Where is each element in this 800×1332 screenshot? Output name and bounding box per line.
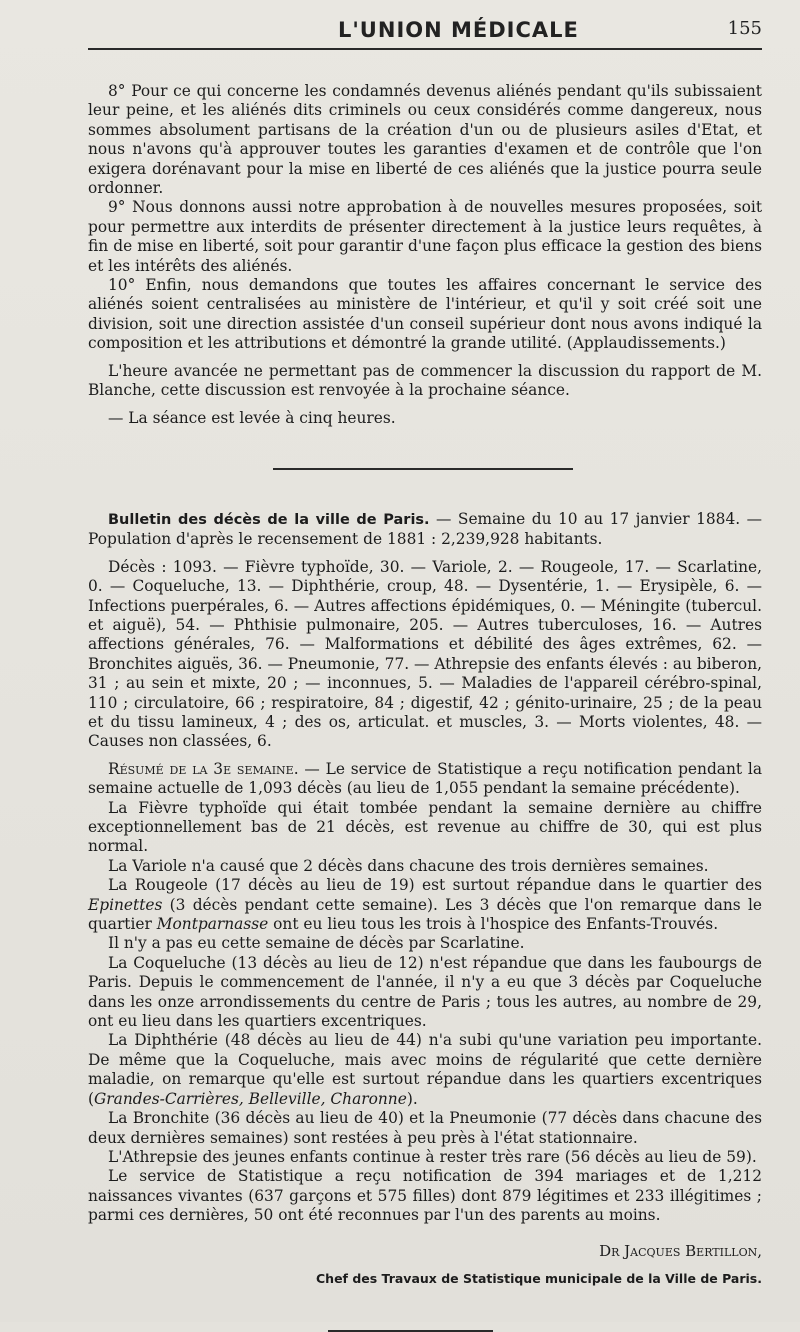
resume-paragraph [88, 760, 762, 799]
paragraph: 8° Pour ce qui concerne les condamnés devenus aliénés pendant qu'ils subissaient leur peine, et les aliénés dits criminels ou ceux considérés comme dangereux, nous sommes absolument partisans de la création d'un ou de plusieurs asiles d'Etat, et nous n'avons qu'à approuver toutes les garanties d'examen et de contrôle que l'on exigera dorénavant pour la mise en liberté de ces aliénés que la justice pourra seule ordonner. [88, 82, 762, 198]
signature-name: Dr Jacques Bertillon, [599, 1241, 762, 1260]
paragraph: 9° Nous donnons aussi notre approbation à de nouvelles mesures proposées, soit pour permettre aux interdits de présenter directement à la justice leurs requêtes, à fin de mise en liberté, soit pour garantir d'une façon plus efficace la gestion des biens et les intérêts des aliénés. [88, 198, 762, 275]
paragraph-coqueluche: La Coqueluche (13 décès au lieu de 12) n'est répandue que dans les faubourgs de Paris. Depuis le commencement de l'année, il n'y a eu que 3 décès par Coqueluche dans les onze arrondissements du centre de Paris ; tous les autres, au nombre de 29, ont eu lieu dans les quartiers excentriques. [88, 953, 762, 1031]
bulletin-intro [88, 510, 762, 550]
paragraph-rougeole [88, 876, 762, 934]
paragraph: 10° Enfin, nous demandons que toutes les affaires concernant le service des aliénés soient centralisées au ministère de l'intérieur, et qu'il y soit créé soit une division, soit une direction assistée d'un conseil supérieur dont nous avons indiqué la composition et les attributions et démontré la grande utilité. (Applaudissements.) [88, 276, 762, 353]
paragraph: L'heure avancée ne permettant pas de commencer la discussion du rapport de M. Blanche, cette discussion est renvoyée à la prochaine séance. [88, 361, 762, 400]
paragraph-naissances: Le service de Statistique a reçu notification de 394 mariages et de 1,212 naissances vivantes (637 garçons et 575 filles) dont 879 légitimes et 233 illégitimes ; parmi ces dernières, 50 ont été reconnues par l'un des parents au moins. [88, 1167, 762, 1225]
text-run: La Diphthérie (48 décès au lieu de 44) n'a subi qu'une variation peu importante. De même que la Coqueluche, mais avec moins de régularité que cette dernière maladie, on remarque qu'elle est surtout répandue dans les quartiers excentriques ( [88, 1031, 762, 1108]
place-name: Montparnasse [156, 915, 269, 934]
resume-label: Résumé de la 3e semaine. [108, 759, 299, 778]
paragraph-typhoide: La Fièvre typhoïde qui était tombée pendant la semaine dernière au chiffre exceptionnellement bas de 21 décès, est revenue au chiffre de 30, qui est plus normal. [88, 798, 762, 856]
paragraph-athrepsie: L'Athrepsie des jeunes enfants continue à rester très rare (56 décès au lieu de 59). [108, 1147, 757, 1166]
text-run: ). [406, 1089, 418, 1108]
paragraph-variole: La Variole n'a causé que 2 décès dans chacune des trois dernières semaines. [108, 856, 709, 875]
place-names: Grandes-Carrières, Belleville, Charonne [94, 1089, 407, 1108]
signature-title: Chef des Travaux de Statistique municipale de la Ville de Paris. [316, 1270, 762, 1286]
page-number: 155 [727, 18, 762, 39]
paragraph-bronchite: La Bronchite (36 décès au lieu de 40) et la Pneumonie (77 décès dans chacune des deux dernières semaines) sont restées à peu près à l'état stationnaire. [88, 1109, 762, 1147]
article-body [88, 82, 762, 1332]
deaths-list: Décès : 1093. — Fièvre typhoïde, 30. — Variole, 2. — Rougeole, 17. — Scarlatine, 0. — Coqueluche, 13. — Diphthérie, croup, 48. — Dysentérie, 1. — Erysipèle, 6. — Infections puerpérales, 6. — Autres affections épidémiques, 0. — Méningite (tubercul. et aiguë), 54. — Phthisie pulmonaire, 205. — Autres tuberculoses, 16. — Autres affections générales, 76. — Malformations et débilité des âges extrêmes, 62. — Bronchites aiguës, 36. — Pneumonie, 77. — Athrepsie des enfants élevés : au biberon, 31 ; au sein et mixte, 20 ; — inconnues, 5. — Maladies de l'appareil cérébro-spinal, 110 ; circulatoire, 66 ; respiratoire, 84 ; digestif, 42 ; génito-urinaire, 25 ; de la peau et du tissu lamineux, 4 ; des os, articulat. et muscles, 3. — Morts violentes, 48. — Causes non classées, 6. [88, 557, 762, 751]
text-run: La Rougeole (17 décès au lieu de 19) est surtout répandue dans le quartier des [108, 876, 762, 895]
running-title: L'UNION MÉDICALE [338, 18, 579, 42]
paragraph-scarlatine: Il n'y a pas eu cette semaine de décès par Scarlatine. [108, 934, 525, 953]
bulletin-heading: Bulletin des décès de la ville de Paris. [108, 511, 430, 528]
section-divider [273, 468, 573, 470]
paragraph: — La séance est levée à cinq heures. [108, 408, 396, 427]
place-name: Epinettes [88, 895, 163, 914]
page-header [88, 14, 762, 50]
paragraph-diphtherie [88, 1031, 762, 1109]
bulletin-heading-rest: — Semaine du 10 au 17 janvier 1884. — Population d'après le recensement de 1881 : 2,239,928 habitants. [88, 509, 762, 549]
text-run: ont eu lieu tous les trois à l'hospice des Enfants-Trouvés. [268, 915, 719, 934]
signature-block [88, 1242, 762, 1289]
text-run: (3 décès pendant cette semaine). Les 3 décès que l'on remarque dans le quartier [88, 895, 762, 934]
resume-text: — Le service de Statistique a reçu notification pendant la semaine actuelle de 1,093 décès (au lieu de 1,055 pendant la semaine précédente). [88, 759, 762, 798]
